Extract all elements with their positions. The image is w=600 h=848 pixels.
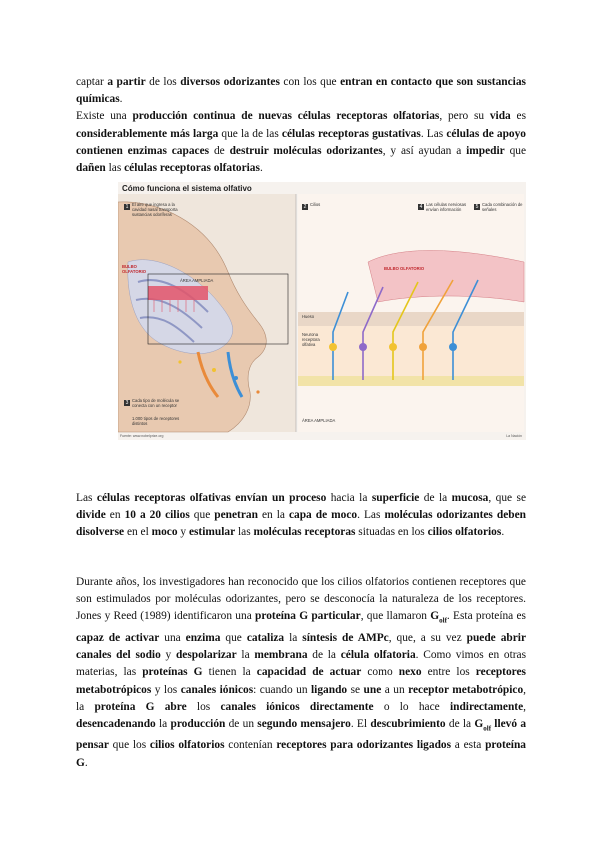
bold-run: despolarizar	[175, 649, 237, 662]
text-run: en la	[257, 509, 289, 522]
bold-run: cilios olfatorios	[149, 739, 225, 752]
text-run: a un	[381, 683, 409, 696]
bold-run: ligando	[311, 683, 348, 696]
step-number: 4	[419, 204, 423, 210]
text-run: hacia la	[326, 492, 372, 504]
bulbo-label-right: BULBO OLFATORIO	[384, 266, 425, 271]
figure-source: La Nación	[506, 434, 522, 438]
text-run: . Las	[357, 509, 385, 522]
step-number: 2	[303, 204, 307, 210]
area-ampliada-label-bottom: ÁREA AMPLIADA	[302, 418, 336, 423]
bold-run: destruir moléculas odorizantes	[229, 144, 383, 157]
text-run: . Esta proteína es	[446, 610, 526, 623]
text-run: que los	[108, 739, 150, 752]
bold-run: indirectamente	[449, 700, 524, 713]
text-run: que	[189, 509, 215, 522]
text-run: . El	[350, 717, 371, 730]
area-ampliada-label: ÁREA AMPLIADA	[180, 278, 214, 283]
bone-layer	[298, 312, 524, 326]
text-run: Las	[76, 492, 97, 504]
text-run: a esta	[451, 739, 486, 752]
bold-run: canales iónicos directamente	[220, 700, 374, 713]
bold-run: enzima	[185, 631, 221, 644]
bold-run: células receptoras olfatorias	[124, 162, 260, 175]
text-run: las	[105, 162, 125, 175]
step-number: 3	[125, 400, 129, 406]
step3-caption: Cada tipo de molécula se conecta con un receptor	[132, 398, 180, 408]
text-run: , pero su	[439, 110, 490, 123]
odor-molecule	[212, 368, 216, 372]
bold-run: capaz de activar	[76, 631, 160, 644]
bold-run: 10 a 20 cilios	[124, 509, 190, 522]
bold-run: cilios olfatorios	[427, 526, 502, 539]
text-run: o lo hace	[373, 700, 450, 713]
bold-run: células receptoras gustativas	[281, 127, 421, 140]
bold-run: capacidad de actuar	[256, 666, 362, 679]
text-run: de un	[225, 717, 258, 730]
text-run: de los	[145, 76, 181, 88]
text-run: la	[236, 649, 255, 662]
text-run: con los que	[279, 76, 341, 88]
bold-run: impedir	[466, 144, 505, 157]
text-run: : cuando un	[253, 683, 312, 696]
text-run: .	[84, 756, 88, 769]
text-run: ,	[523, 700, 527, 713]
text-run: que la de las	[218, 127, 282, 140]
bold-run: considerablemente más larga	[76, 127, 219, 140]
text-run: en el	[124, 526, 152, 539]
text-run: Existe una	[76, 110, 133, 123]
bold-run: células receptoras olfativas envían un proceso	[96, 492, 327, 504]
step-number: 5	[475, 204, 479, 210]
text-run: Durante años, los investigadores han reconocido que los cilios olfatorios contienen receptores que son estimulados por moléculas odorizantes, pero se desconocía la naturaleza de los receptores. Jones y Reed (1989) identificaron una	[76, 576, 526, 623]
bold-run: puede abrir canales del sodio	[76, 631, 526, 662]
bold-run: a partir	[107, 76, 146, 88]
text-run: los	[186, 700, 221, 713]
bold-run: entran en contacto que son sustancias químicas	[76, 76, 526, 106]
bold-run: penetran	[214, 509, 258, 522]
text-run: y los	[151, 683, 181, 696]
bold-run: proteína G	[76, 739, 526, 769]
bold-run: descubrimiento	[370, 717, 446, 730]
bold-run: divide	[76, 509, 106, 522]
bold-run: dañen	[76, 162, 106, 175]
text-run: la	[284, 631, 303, 644]
text-run: captar	[76, 76, 108, 88]
bold-run: superficie	[371, 492, 420, 504]
text-run: como	[361, 666, 399, 679]
bulbo-label: BULBO OLFATORIO	[122, 264, 147, 274]
bold-run: estimular	[188, 526, 236, 539]
bold-run: células de apoyo contienen enzimas capaces	[76, 127, 527, 157]
step5-caption: Cada combinación de señales	[482, 202, 523, 212]
mucus-layer	[298, 376, 524, 386]
text-run: se	[347, 683, 364, 696]
text-run: llevó a pensar	[76, 717, 527, 752]
bold-run: receptores para odorizantes ligados	[276, 739, 452, 752]
bold-run: diversos odorizantes	[180, 76, 280, 88]
olfactory-system-figure	[118, 182, 526, 440]
bold-run: moléculas receptoras	[253, 526, 356, 539]
text-run: y	[177, 526, 189, 539]
odor-molecule	[256, 390, 259, 393]
text-run: la	[155, 717, 171, 730]
text-run: que	[220, 631, 247, 644]
text-run: , que llamaron	[360, 610, 431, 623]
text-run: . Como vimos en otras materias, las	[76, 649, 527, 679]
text-run: de la	[307, 649, 341, 662]
text-run: G	[474, 717, 484, 730]
text-run: , y así ayudan a	[382, 144, 467, 157]
text-run: una	[159, 631, 186, 644]
text-run: , la	[76, 683, 527, 713]
text-run: tienen la	[202, 666, 257, 679]
text-run: .	[119, 93, 123, 106]
step3-caption-b: 1.000 tipos de receptores distintos	[132, 416, 180, 426]
text-run: , que, a su vez	[388, 631, 467, 644]
olfactory-bulb-shape	[148, 286, 208, 300]
bold-run: segundo mensajero	[257, 717, 351, 730]
bold-run: síntesis de AMPc	[302, 631, 389, 644]
figure-title: Cómo funciona el sistema olfativo	[122, 184, 252, 193]
bold-run: proteína G particular	[255, 610, 361, 623]
bold-run: membrana	[254, 649, 308, 662]
bold-run: receptores metabotrópicos	[76, 666, 526, 696]
bold-run: canales iónicos	[180, 683, 254, 696]
bold-run: proteínas G	[142, 666, 203, 679]
text-run: de la	[445, 717, 475, 730]
text-run: en	[105, 509, 125, 522]
bold-run: une	[363, 683, 382, 696]
text-run: situadas en los	[355, 526, 428, 539]
bold-run: desencadenando	[76, 717, 156, 730]
text-run: G	[430, 610, 440, 623]
text-run: .	[501, 526, 505, 539]
step-number: 1	[125, 204, 129, 210]
odor-molecule	[234, 376, 238, 380]
bold-run: producción	[170, 717, 226, 730]
bold-run	[430, 610, 447, 625]
bold-run: célula olfatoria	[340, 649, 416, 662]
text-run: y	[160, 649, 176, 662]
hueso-label: Hueso	[302, 314, 315, 319]
text-run: entre los	[421, 666, 476, 679]
paragraph-intro	[76, 74, 526, 177]
text-run: .	[259, 162, 263, 175]
bulb-right	[368, 250, 524, 302]
text-run: de la	[419, 492, 452, 504]
text-run: que	[504, 144, 527, 157]
text-run: . Las	[420, 127, 447, 140]
bold-run: moco	[151, 526, 178, 539]
subscript: olf	[483, 724, 492, 733]
bold-run: vida	[489, 110, 511, 123]
bold-run: mucosa	[451, 492, 489, 504]
paragraph-protein-g	[76, 574, 526, 772]
text-run: de	[209, 144, 230, 157]
bold-run: nexo	[398, 666, 422, 679]
bold-run: cataliza	[246, 631, 285, 644]
step4-caption: Las células nerviosas envían información	[426, 202, 467, 212]
subscript: olf	[439, 616, 447, 625]
text-run: las	[235, 526, 254, 539]
bold-run: moléculas odorizantes deben disolverse	[76, 509, 526, 539]
bold-run: capa de moco	[288, 509, 358, 522]
bold-run: receptor metabotrópico	[408, 683, 524, 696]
text-run: , que se	[488, 492, 527, 504]
odor-molecule	[178, 360, 181, 363]
bold-run: proteína G abre	[94, 700, 187, 713]
bold-run: producción continua de nuevas células receptoras olfatorias	[132, 110, 440, 123]
cilios-label: Cilios	[310, 202, 321, 207]
paragraph-cilia	[76, 490, 526, 542]
step1-caption: El aire que ingresa a la cavidad nasal transporta sustancias odoríferas	[132, 202, 178, 217]
figure-credit: Fuente: www.nobelprize.org	[120, 434, 164, 438]
neurona-label: Neurona receptora olfativa	[302, 332, 320, 347]
text-run: es	[510, 110, 527, 123]
text-run: contenían	[224, 739, 277, 752]
